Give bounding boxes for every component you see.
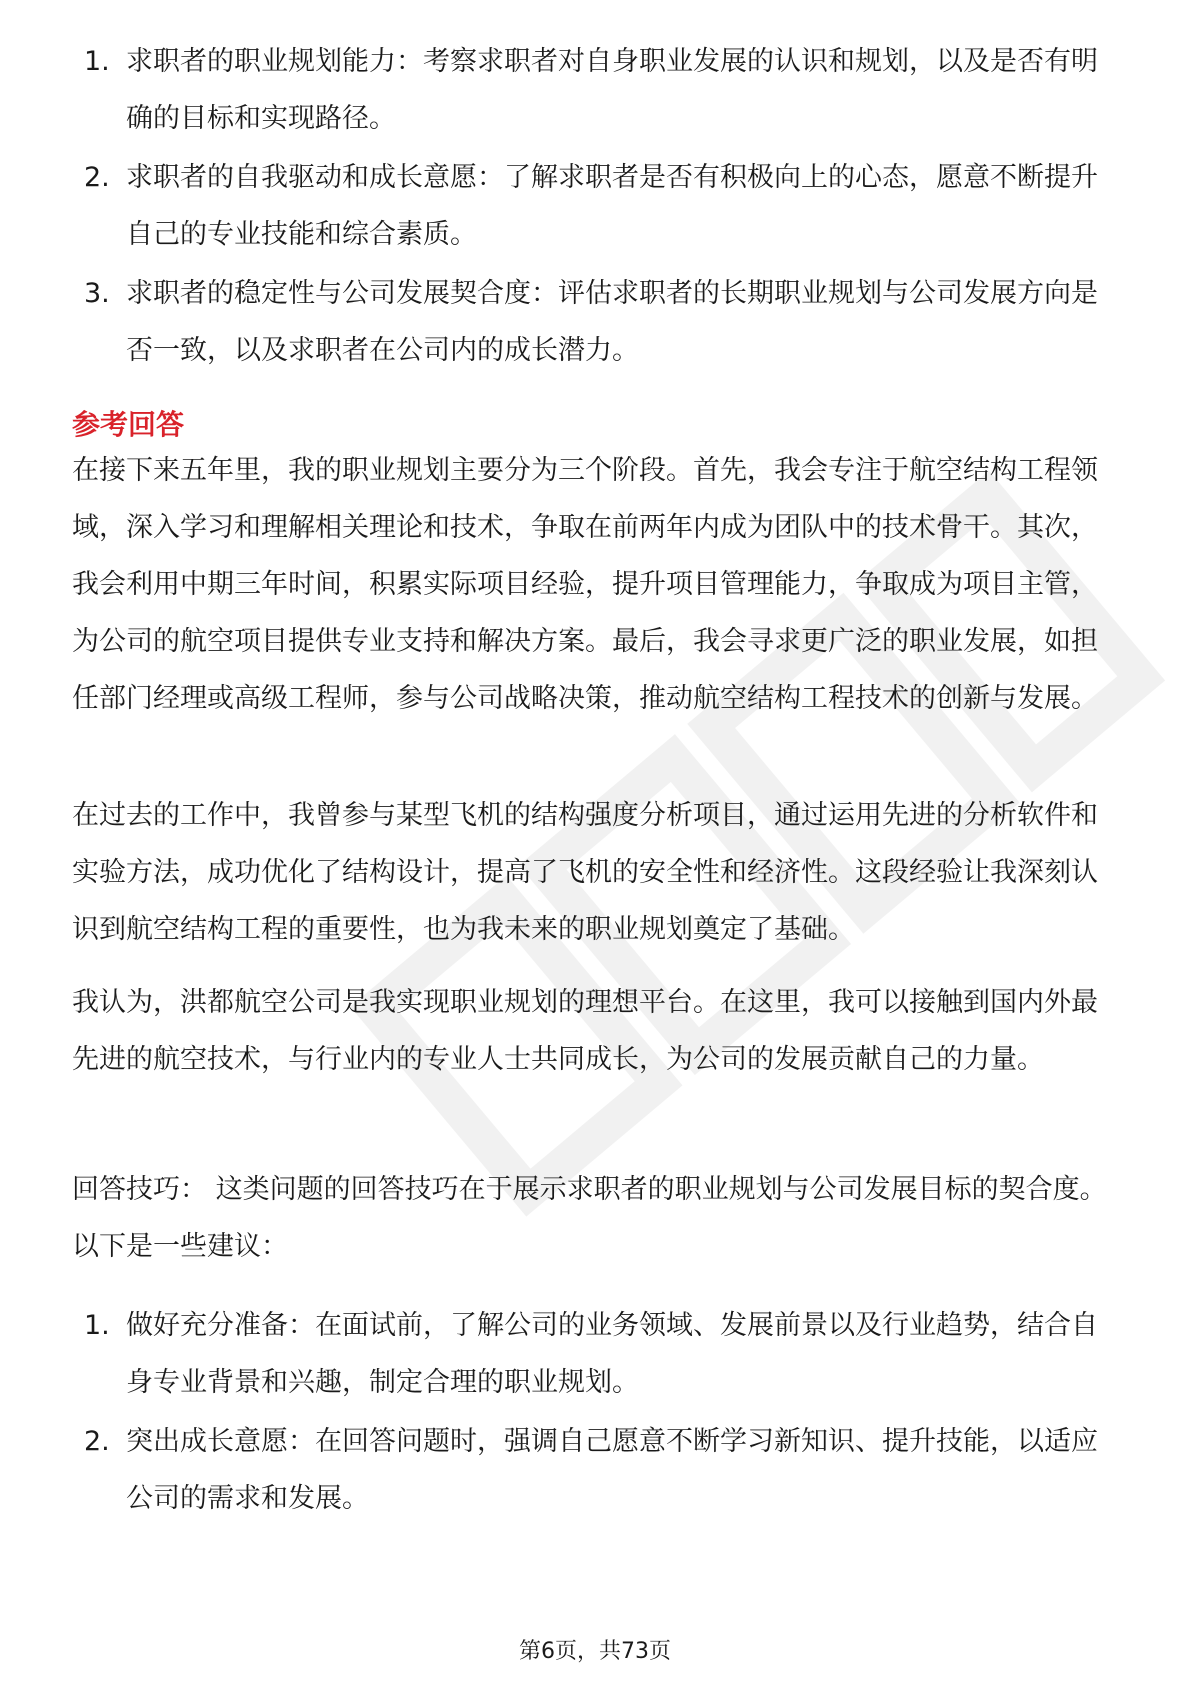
list-item-text: 突出成长意愿：在回答问题时，强调自己愿意不断学习新知识、提升技能，以适应公司的需求和发展。 (126, 1426, 1098, 1514)
list-number: 2. (84, 162, 110, 193)
list-item-text: 求职者的稳定性与公司发展契合度：评估求职者的长期职业规划与公司发展方向是否一致，以及求职者在公司内的成长潜力。 (126, 278, 1098, 366)
reference-answer-heading: 参考回答 (72, 408, 185, 441)
list-item (84, 33, 1124, 147)
list-item-text: 做好充分准备：在面试前，了解公司的业务领域、发展前景以及行业趋势，结合自身专业背景和兴趣，制定合理的职业规划。 (126, 1310, 1098, 1398)
list-number: 1. (84, 46, 110, 77)
page-footer: 第6页，共73页 (519, 1639, 671, 1664)
list-item-text: 求职者的职业规划能力：考察求职者对自身职业发展的认识和规划，以及是否有明确的目标和实现路径。 (126, 46, 1098, 134)
tips-intro-paragraph: 回答技巧： 这类问题的回答技巧在于展示求职者的职业规划与公司发展目标的契合度。以下是一些建议： (72, 1174, 1107, 1262)
list-item (84, 1413, 1124, 1527)
requirements-list (84, 33, 1124, 379)
answer-paragraph: 在过去的工作中，我曾参与某型飞机的结构强度分析项目，通过运用先进的分析软件和实验方法，成功优化了结构设计，提高了飞机的安全性和经济性。这段经验让我深刻认识到航空结构工程的重要性，也为我未来的职业规划奠定了基础。 (72, 800, 1098, 945)
tips-list (84, 1297, 1124, 1527)
list-item-text: 求职者的自我驱动和成长意愿：了解求职者是否有积极向上的心态，愿意不断提升自己的专业技能和综合素质。 (126, 162, 1098, 250)
list-item (84, 149, 1124, 263)
list-item (84, 1297, 1124, 1411)
answer-paragraph: 我认为，洪都航空公司是我实现职业规划的理想平台。在这里，我可以接触到国内外最先进的航空技术，与行业内的专业人士共同成长，为公司的发展贡献自己的力量。 (72, 987, 1098, 1075)
list-number: 1. (84, 1310, 110, 1341)
answer-paragraph: 在接下来五年里，我的职业规划主要分为三个阶段。首先，我会专注于航空结构工程领域，深入学习和理解相关理论和技术，争取在前两年内成为团队中的技术骨干。其次，我会利用中期三年时间，积累实际项目经验，提升项目管理能力，争取成为项目主管，为公司的航空项目提供专业支持和解决方案。最后，我会寻求更广泛的职业发展，如担任部门经理或高级工程师，参与公司战略决策，推动航空结构工程技术的创新与发展。 (72, 455, 1098, 714)
list-item (84, 265, 1124, 379)
list-number: 3. (84, 278, 110, 309)
list-number: 2. (84, 1426, 110, 1457)
